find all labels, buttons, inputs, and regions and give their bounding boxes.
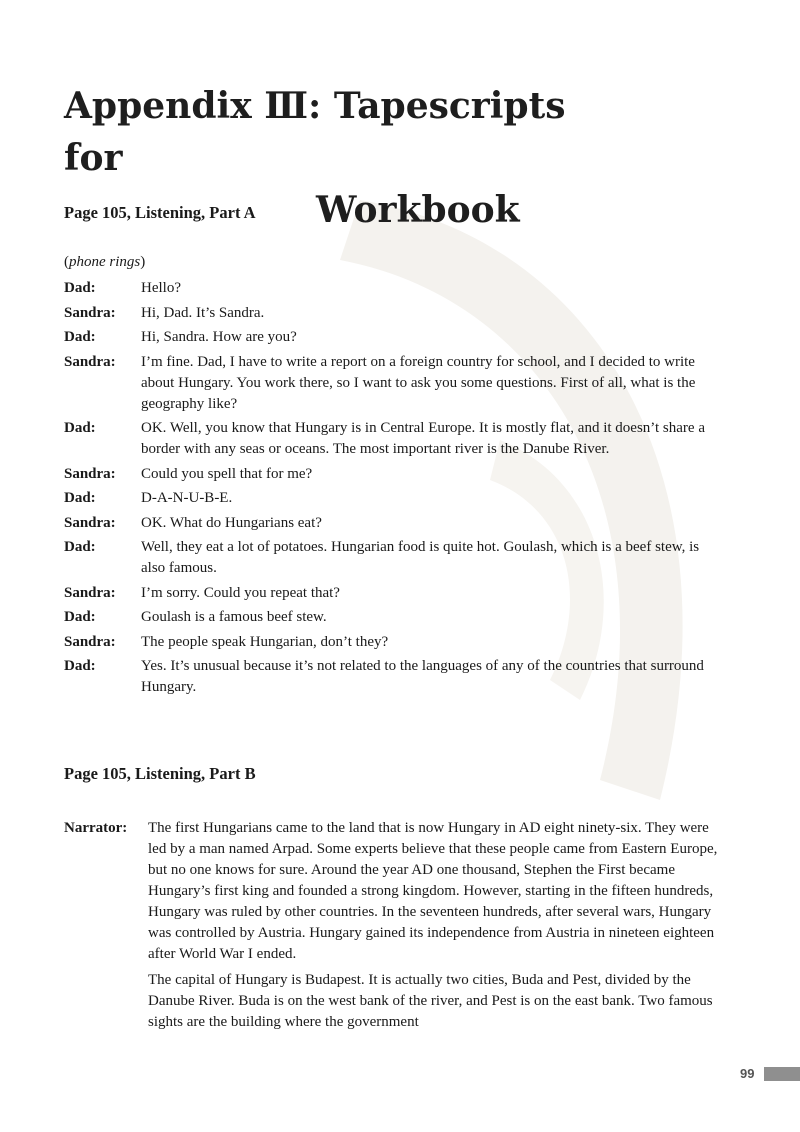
- section-b-heading: Page 105, Listening, Part B: [64, 764, 256, 783]
- dialogue-row: [64, 278, 724, 299]
- dialogue-line: OK. Well, you know that Hungary is in Central Europe. It is mostly flat, and it doesn’t share a border with any seas or oceans. The most important river is the Danube River.: [141, 420, 705, 457]
- page-number-bar: [764, 1067, 800, 1081]
- speaker-label: Dad:: [64, 420, 96, 436]
- dialogue-line: Could you spell that for me?: [141, 465, 313, 482]
- dialogue-row: [64, 327, 724, 348]
- dialogue-line: Yes. It’s unusual because it’s not related to the languages of any of the countries that surround Hungary.: [141, 658, 704, 695]
- dialogue-row: [64, 513, 724, 534]
- narration-paragraph: The first Hungarians came to the land that is now Hungary in AD eight ninety-six. They were led by a man named Arpad. Some experts believe that these people came from Eastern Europe, but no one knows for sure. Around the year AD one thousand, Stephen the First became Hungary’s first king and founded a strong kingdom. However, starting in the fifteen hundreds, Hungary was ruled by other countries. In the seventeen hundreds, after several wars, Hungary was controlled by Austria. Hungary gained its independence from Austria in nineteen eighteen after World War I ended.: [148, 820, 718, 962]
- dialogue-line: Goulash is a famous beef stew.: [141, 609, 327, 625]
- dialogue-row: [64, 632, 724, 653]
- dialogue-row: [64, 583, 724, 604]
- dialogue-line: Hello?: [141, 280, 181, 296]
- dialogue-row: [64, 464, 724, 485]
- speaker-label: Dad:: [64, 539, 96, 555]
- section-a-heading: Page 105, Listening, Part A: [64, 203, 256, 222]
- narration-block: [64, 818, 724, 1038]
- dialogue-row: [64, 488, 724, 509]
- speaker-label: Sandra:: [64, 514, 116, 531]
- narrator-label: Narrator:: [64, 820, 128, 836]
- dialogue-line: D-A-N-U-B-E.: [141, 490, 233, 506]
- speaker-label: Sandra:: [64, 465, 116, 482]
- dialogue-row: [64, 303, 724, 324]
- speaker-label: Sandra:: [64, 584, 116, 601]
- speaker-label: Sandra:: [64, 304, 116, 321]
- stage-direction-text: phone rings: [69, 254, 141, 270]
- dialogue-row: [64, 418, 724, 460]
- narration-text: [148, 818, 718, 1038]
- speaker-label: Dad:: [64, 658, 96, 674]
- page-title-line-1: Appendix Ⅲ: Tapescripts for: [64, 85, 566, 179]
- narration-paragraph: The capital of Hungary is Budapest. It is actually two cities, Buda and Pest, divided by the Danube River. Buda is on the west bank of the river, and Pest is on the east bank. Two famous sights are the building where the government: [148, 972, 713, 1030]
- dialogue-line: The people speak Hungarian, don’t they?: [141, 633, 389, 650]
- dialogue-line: OK. What do Hungarians eat?: [141, 514, 322, 531]
- dialogue-line: Hi, Dad. It’s Sandra.: [141, 304, 265, 321]
- dialogue-row: [64, 607, 724, 628]
- page-title-line-2: Workbook: [316, 189, 520, 231]
- dialogue-line: I’m sorry. Could you repeat that?: [141, 584, 340, 601]
- dialogue-row: [64, 656, 724, 698]
- speaker-label: Dad:: [64, 280, 96, 296]
- speaker-label: Sandra:: [64, 353, 116, 370]
- speaker-label: Sandra:: [64, 633, 116, 650]
- stage-direction: (phone rings): [64, 254, 146, 270]
- dialogue-row: [64, 537, 724, 579]
- dialogue: [64, 278, 724, 702]
- dialogue-line: Hi, Sandra. How are you?: [141, 329, 297, 345]
- dialogue-row: [64, 352, 724, 415]
- dialogue-line: I’m fine. Dad, I have to write a report on a foreign country for school, and I decided to write about Hungary. You work there, so I want to ask you some questions. First of all, what is the geography like?: [141, 353, 696, 412]
- speaker-label: Dad:: [64, 490, 96, 506]
- page-number: 99: [740, 1066, 755, 1081]
- speaker-label: Dad:: [64, 609, 96, 625]
- dialogue-line: Well, they eat a lot of potatoes. Hungarian food is quite hot. Goulash, which is a beef stew, is also famous.: [141, 539, 700, 576]
- speaker-label: Dad:: [64, 329, 96, 345]
